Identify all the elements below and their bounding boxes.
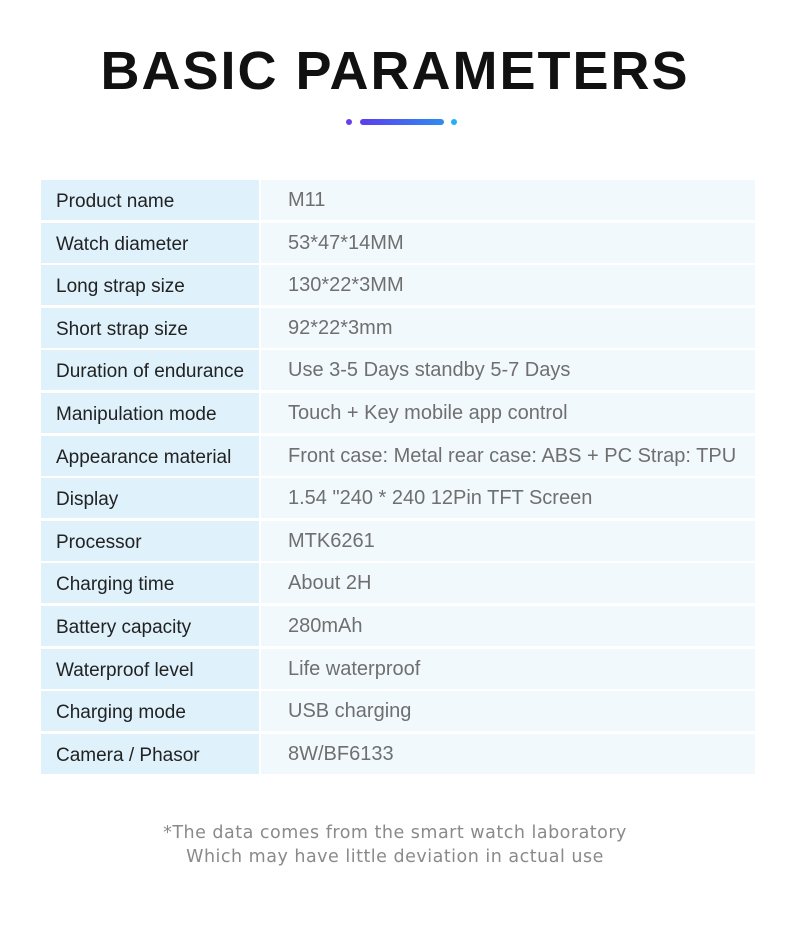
- parameters-table: [41, 180, 755, 776]
- parameter-value: Life waterproof: [261, 649, 755, 689]
- parameter-value: About 2H: [261, 563, 755, 603]
- parameter-value: 280mAh: [261, 606, 755, 646]
- parameter-value: MTK6261: [261, 521, 755, 561]
- table-row: [41, 691, 755, 731]
- disclaimer-line-1: *The data comes from the smart watch laboratory: [163, 823, 627, 843]
- table-row: [41, 265, 755, 305]
- parameter-name: Duration of endurance: [41, 350, 259, 390]
- parameter-name: Charging time: [41, 563, 259, 603]
- table-row: [41, 734, 755, 774]
- table-row: [41, 223, 755, 263]
- parameter-value: Front case: Metal rear case: ABS + PC Strap: TPU: [261, 436, 755, 476]
- table-row: [41, 478, 755, 518]
- table-row: [41, 393, 755, 433]
- parameter-name: Processor: [41, 521, 259, 561]
- parameter-value: 53*47*14MM: [261, 223, 755, 263]
- parameter-name: Short strap size: [41, 308, 259, 348]
- parameter-name: Appearance material: [41, 436, 259, 476]
- table-row: [41, 308, 755, 348]
- parameter-name: Battery capacity: [41, 606, 259, 646]
- parameter-value: 1.54 "240 * 240 12Pin TFT Screen: [261, 478, 755, 518]
- table-row: [41, 350, 755, 390]
- parameter-name: Display: [41, 478, 259, 518]
- parameter-value: 130*22*3MM: [261, 265, 755, 305]
- divider-dot-right: [451, 119, 457, 125]
- parameter-name: Manipulation mode: [41, 393, 259, 433]
- title-divider: [346, 118, 458, 125]
- table-row: [41, 521, 755, 561]
- divider-dot-left: [346, 119, 352, 125]
- parameter-name: Long strap size: [41, 265, 259, 305]
- table-row: [41, 649, 755, 689]
- parameter-value: Use 3-5 Days standby 5-7 Days: [261, 350, 755, 390]
- table-row: [41, 606, 755, 646]
- parameter-name: Camera / Phasor: [41, 734, 259, 774]
- parameter-name: Waterproof level: [41, 649, 259, 689]
- parameter-value: Touch + Key mobile app control: [261, 393, 755, 433]
- parameter-value: M11: [261, 180, 755, 220]
- parameter-name: Charging mode: [41, 691, 259, 731]
- parameter-name: Product name: [41, 180, 259, 220]
- parameter-name: Watch diameter: [41, 223, 259, 263]
- divider-bar: [360, 119, 444, 125]
- parameter-value: 8W/BF6133: [261, 734, 755, 774]
- disclaimer-line-2: Which may have little deviation in actual use: [186, 847, 604, 867]
- table-row: [41, 563, 755, 603]
- table-row: [41, 436, 755, 476]
- page-title: BASIC PARAMETERS: [100, 41, 690, 101]
- disclaimer-note: [0, 821, 790, 869]
- parameter-value: USB charging: [261, 691, 755, 731]
- parameter-value: 92*22*3mm: [261, 308, 755, 348]
- table-row: [41, 180, 755, 220]
